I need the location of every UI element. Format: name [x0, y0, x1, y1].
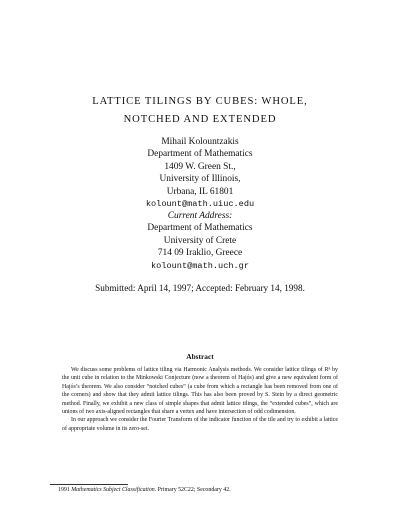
author-university: University of Illinois, — [159, 174, 241, 185]
submission-dates: Submitted: April 14, 1997; Accepted: February 14, 1998. — [95, 283, 305, 293]
paper-title-line-1: LATTICE TILINGS BY CUBES: WHOLE, — [92, 96, 308, 107]
abstract-body — [62, 366, 338, 433]
current-address-block — [40, 210, 360, 272]
abstract-paragraph-1: We discuss some problems of lattice tiling via Harmonic Analysis methods. We consider lattice tilings of Rⁿ by the unit cube in relation to the Minkowski Conjecture (now a theorem of Hajós) and give a new equivalent form of Hajós’s theorem. We also consider “notched cubes” (a cube from which a rectangle has been removed from one of the corners) and show that they admit lattice tilings. This has also been proved by S. Stein by a direct geometric method. Finally, we exhibit a new class of simple shapes that admit lattice tilings, the “extended cubes”, which are unions of two axis-aligned rectangles that share a vertex and have intersection of odd codimension. — [62, 367, 338, 416]
author-email: kolount@math.uiuc.edu — [145, 199, 255, 210]
author-name: Mihail Kolountzakis — [161, 137, 239, 147]
abstract-paragraph-2: In our approach we consider the Fourier Transform of the indicator function of the tile and try to exhibit a lattice of appropriate volume in its zero-set. — [62, 417, 338, 432]
author-department: Department of Mathematics — [147, 149, 253, 160]
current-address-university: University of Crete — [163, 235, 237, 246]
footnote-prefix: 1991 — [58, 487, 72, 493]
footnote — [58, 487, 231, 493]
footnote-rule — [50, 484, 128, 485]
footnote-label: Mathematics Subject Classification. — [71, 487, 157, 493]
paper-title-line-2: NOTCHED AND EXTENDED — [123, 114, 277, 125]
current-address-label: Current Address: — [167, 211, 233, 221]
abstract-heading: Abstract — [186, 352, 214, 361]
current-address-email: kolount@math.uch.gr — [151, 260, 249, 271]
author-street: 1409 W. Green St., — [164, 161, 236, 172]
footnote-text: Primary 52C22; Secondary 42. — [156, 487, 231, 493]
author-city: Urbana, IL 61801 — [166, 186, 234, 197]
author-block — [40, 136, 360, 210]
current-address-department: Department of Mathematics — [147, 223, 253, 234]
current-address-city: 714 09 Iraklio, Greece — [157, 248, 243, 259]
